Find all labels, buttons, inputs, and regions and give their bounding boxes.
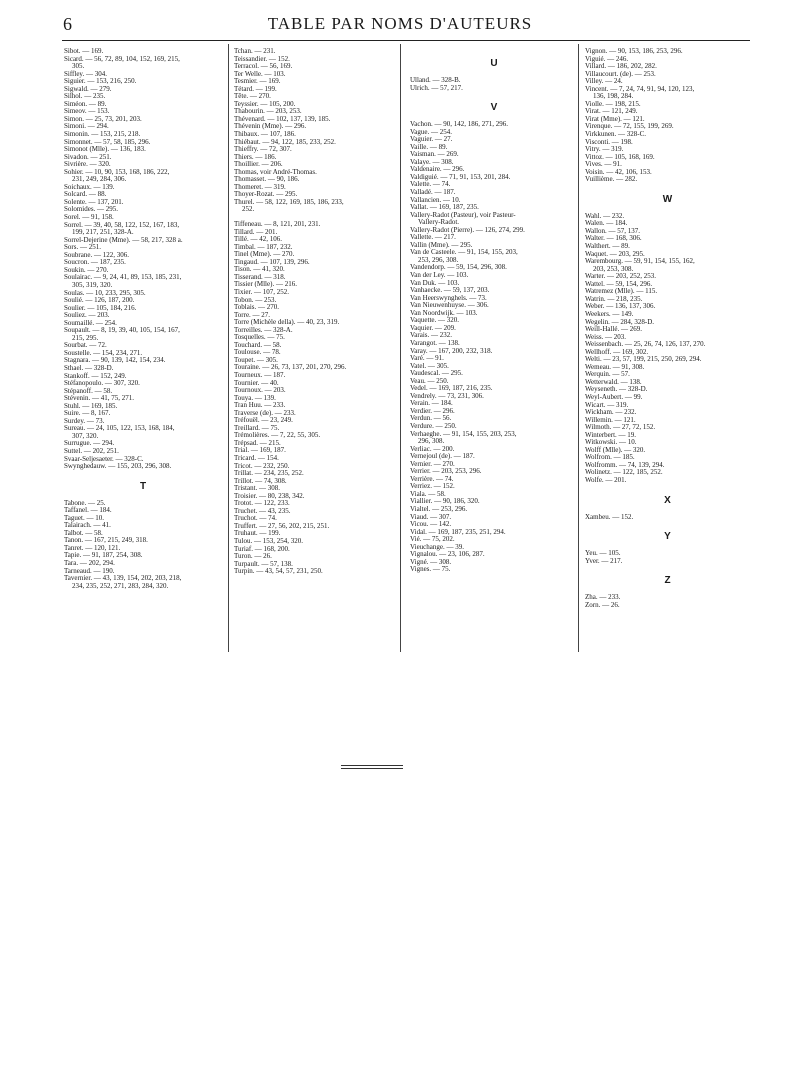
index-entry: Taguet. — 10. xyxy=(64,513,104,522)
index-entry: Sivadon. — 251. xyxy=(64,152,112,161)
index-entry: Ulrich. — 57, 217. xyxy=(410,83,463,92)
index-entry: Stuhl. — 169, 185. xyxy=(64,401,118,410)
index-entry: Tournier. — 40. xyxy=(234,378,279,387)
index-entry: Tétard. — 199. xyxy=(234,84,277,93)
index-entry: Weber. — 136, 137, 306. xyxy=(585,302,656,311)
index-entry-continuation: 307, 320. xyxy=(72,431,99,440)
index-entry: Tobon. — 253. xyxy=(234,295,277,304)
index-entry: Vallancien. — 10. xyxy=(410,195,461,204)
index-entry: Weyl-Aubert. — 99. xyxy=(585,392,643,401)
index-entry: Solomides. — 295. xyxy=(64,205,119,214)
index-entry: Wegelin. — 284, 328-D. xyxy=(585,317,655,326)
index-entry: Van de Casteele. — 91, 154, 155, 203, xyxy=(410,248,518,257)
index-entry: Soulié. — 126, 187, 200. xyxy=(64,296,135,305)
index-entry: Verdier. — 296. xyxy=(410,406,455,415)
index-entry-continuation: 199, 217, 251, 328-A. xyxy=(72,228,134,237)
index-entry: Zha. — 233. xyxy=(585,593,621,602)
index-entry: Verrier. — 203, 253, 296. xyxy=(410,467,482,476)
index-entry: Vernejoul (de). — 187. xyxy=(410,452,475,461)
index-entry: Wattel. — 59, 154, 296. xyxy=(585,279,653,288)
index-entry: Tchan. — 231. xyxy=(234,47,276,55)
index-entry: Turpin. — 43, 54, 57, 231, 250. xyxy=(234,567,323,576)
index-entry: Verdun. — 56. xyxy=(410,414,452,423)
index-entry: Simoni. — 294. xyxy=(64,122,109,131)
index-entry: Tête. — 270. xyxy=(234,92,271,101)
index-entry: Torre. — 27. xyxy=(234,310,271,319)
index-entry: Trémolières. — 7, 22, 55, 305. xyxy=(234,431,321,440)
index-entry: Vives. — 91. xyxy=(585,160,622,169)
index-entry: Xambeu. — 152. xyxy=(585,512,634,521)
index-entry: Truhaut. — 199. xyxy=(234,529,281,538)
index-entry: Vallette. — 217. xyxy=(410,233,456,242)
index-entry: Tulou. — 153, 254, 320. xyxy=(234,537,303,545)
index-entry: Soulairac. — 9, 24, 41, 89, 153, 185, 231, xyxy=(64,273,182,282)
index-entry: Verliac. — 200. xyxy=(410,444,455,453)
index-entry: Vitry. — 319. xyxy=(585,145,624,154)
section-letter: V xyxy=(490,102,498,114)
index-entry: Sthael. — 328-D. xyxy=(64,363,114,372)
index-entry: Vaudescal. — 295. xyxy=(410,369,463,378)
index-entry-continuation: 305, 319, 320. xyxy=(72,280,113,289)
index-entry: Timbal. — 187, 232. xyxy=(234,242,293,251)
index-entry: Sivrière. — 320. xyxy=(64,160,111,169)
index-entry: Villard. — 186, 202, 282. xyxy=(585,62,657,71)
index-entry: Van Heerswynghels. — 73. xyxy=(410,293,487,302)
index-column-3 xyxy=(410,48,578,574)
index-entry: Wickham. — 232. xyxy=(585,408,637,417)
index-entry: Sors. — 251. xyxy=(64,243,101,252)
index-entry: Toblais. — 270. xyxy=(234,303,280,312)
index-entry: Stévenin. — 41, 75, 271. xyxy=(64,394,134,403)
index-entry: Soulier. — 105, 184, 216. xyxy=(64,303,137,312)
index-entry: Vuillième. — 282. xyxy=(585,175,638,184)
index-entry: Van der Ley. — 103. xyxy=(410,271,469,280)
index-entry-continuation: 296, 308. xyxy=(418,437,445,446)
index-entry: Virat. — 121, 249. xyxy=(585,107,638,116)
index-entry: Teyssier. — 105, 200. xyxy=(234,99,296,108)
section-letter: Y xyxy=(664,531,671,543)
index-entry: Vaquette. — 320. xyxy=(410,316,459,325)
index-entry-continuation: 203, 253, 308. xyxy=(593,264,634,273)
index-entry: Van Noordwijk. — 103. xyxy=(410,308,478,317)
index-entry: Simeov. — 153. xyxy=(64,107,110,116)
section-letter: U xyxy=(490,58,498,69)
index-entry: Valladé. — 187. xyxy=(410,188,456,197)
index-entry: Tanon. — 167, 215, 249, 318. xyxy=(64,536,148,545)
index-entry: Thomasset. — 90, 186. xyxy=(234,175,300,184)
index-entry: Torre (Michèle della). — 40, 23, 319. xyxy=(234,318,340,327)
index-entry: Warembourg. — 59, 91, 154, 155, 162, xyxy=(585,257,695,266)
index-entry: Verdure. — 250. xyxy=(410,421,457,430)
index-entry: Treillard. — 75. xyxy=(234,423,280,432)
index-entry: Van Duk. — 103. xyxy=(410,278,460,287)
index-entry: Tissier (Mlle). — 216. xyxy=(234,280,297,289)
index-entry: Taffanel. — 184. xyxy=(64,506,112,515)
index-entry: Walter. — 168, 306. xyxy=(585,234,642,243)
index-entry: Wemeau. — 91, 308. xyxy=(585,362,645,371)
index-entry: Vaquier. — 209. xyxy=(410,323,456,332)
section-letter: T xyxy=(139,480,147,492)
index-entry: Vié. — 75, 202. xyxy=(410,535,455,544)
index-entry: Verriez. — 152. xyxy=(410,482,455,491)
index-entry: Turiaf. — 168, 200. xyxy=(234,544,290,553)
index-entry: Talairach. — 41. xyxy=(64,521,111,530)
index-entry: Viaud. — 307. xyxy=(410,512,452,521)
index-entry: Tinel (Mme). — 270. xyxy=(234,250,295,259)
index-entry: Solente. — 137, 201. xyxy=(64,197,124,206)
index-entry: Touchard. — 58. xyxy=(234,340,282,349)
index-entry: Vanhaecke. — 59, 137, 203. xyxy=(410,286,490,295)
index-entry: Vatel. — 305. xyxy=(410,361,449,370)
index-entry: Vaille. — 89. xyxy=(410,142,448,151)
index-entry: Vallery-Radot (Pasteur), voir Pasteur- xyxy=(410,210,516,219)
index-entry: Surdey. — 73. xyxy=(64,416,105,425)
column-divider xyxy=(228,44,229,652)
index-entry: Teissandier. — 152. xyxy=(234,54,290,63)
index-entry: Virat (Mme). — 121. xyxy=(585,114,645,123)
index-entry: Vandendorp. — 59, 154, 296, 308. xyxy=(410,263,507,272)
index-entry: Thibaux. — 107, 186. xyxy=(234,130,296,139)
index-entry: Tristant. — 308. xyxy=(234,484,281,493)
index-entry: Suttel. — 202, 251. xyxy=(64,446,119,455)
index-entry: Truchet. — 43, 235. xyxy=(234,506,291,515)
index-entry: Sorrel. — 39, 40, 58, 122, 152, 167, 183, xyxy=(64,220,180,229)
index-entry: Turon. — 26. xyxy=(234,552,272,561)
index-entry: Wolfrom. — 185. xyxy=(585,453,635,462)
footer-rule xyxy=(341,768,403,769)
index-entry: Tourneux. — 187. xyxy=(234,370,286,379)
index-entry: Thiébaut. — 94, 122, 185, 233, 252. xyxy=(234,137,336,146)
index-entry: Silhol. — 235. xyxy=(64,92,106,101)
index-entry: Tisserand. — 318. xyxy=(234,272,286,281)
index-entry: Wetterwald. — 138. xyxy=(585,377,642,386)
index-entry: Wolfromm. — 74, 139, 294. xyxy=(585,460,665,469)
index-entry: Watremez (Mlle). — 115. xyxy=(585,287,658,296)
index-entry: Traverse (de). — 233. xyxy=(234,408,296,417)
column-divider xyxy=(578,44,579,652)
index-entry: Touya. — 139. xyxy=(234,393,276,402)
index-entry: Suire. — 8, 167. xyxy=(64,409,111,418)
index-entry: Thévenin (Mme). — 296. xyxy=(234,122,307,131)
index-entry: Valdenaire. — 296. xyxy=(410,165,465,174)
index-entry: Tricard. — 154. xyxy=(234,453,279,462)
index-entry: Tiffeneau. — 8, 121, 201, 231. xyxy=(234,220,321,229)
index-entry: Stankoff. — 152, 249. xyxy=(64,371,127,380)
index-entry: Tanret. — 120, 121. xyxy=(64,543,121,552)
index-entry-continuation: 234, 235, 252, 271, 283, 284, 320. xyxy=(72,581,169,590)
index-entry: Yeu. — 105. xyxy=(585,549,621,558)
index-entry: Vendrely. — 73, 231, 306. xyxy=(410,391,484,400)
index-entry: Simon. — 25, 73, 201, 203. xyxy=(64,114,142,123)
index-entry: Valaye. — 308. xyxy=(410,157,454,166)
index-entry: Solcard. — 88. xyxy=(64,190,107,199)
index-entry: Truchot. — 74. xyxy=(234,514,277,523)
index-entry: Sourbat. — 72. xyxy=(64,341,107,350)
index-entry: Vallat. — 169, 187, 235. xyxy=(410,203,479,212)
index-entry: Wolfe. — 201. xyxy=(585,475,627,484)
index-entry-continuation: 252. xyxy=(242,205,255,214)
index-entry: Tison. — 41, 320. xyxy=(234,265,285,274)
index-entry: Trotot. — 122, 233. xyxy=(234,499,290,508)
index-entry: Vignes. — 75. xyxy=(410,565,451,574)
index-entry: Troisier. — 80, 238, 342. xyxy=(234,491,305,500)
index-entry-continuation: 305. xyxy=(72,62,85,71)
index-entry: Simonot (Mlle). — 136, 183. xyxy=(64,145,146,154)
index-entry: Sureau. — 24, 105, 122, 153, 168, 184, xyxy=(64,424,175,433)
index-entry: Voisin. — 42, 106, 153. xyxy=(585,167,652,176)
index-entry: Tarneaud. — 190. xyxy=(64,566,115,575)
index-entry: Tournoux. — 203. xyxy=(234,386,286,395)
index-entry: Soupault. — 8, 19, 39, 40, 105, 154, 167, xyxy=(64,326,180,335)
index-entry: Thiers. — 186. xyxy=(234,152,277,161)
index-entry: Vignalou. — 23, 106, 287. xyxy=(410,550,485,559)
index-entry: Wolff (Mlle). — 320. xyxy=(585,445,646,454)
index-entry: Vieuchange. — 39. xyxy=(410,542,465,551)
index-entry: Visconti. — 198. xyxy=(585,137,633,146)
index-entry: Tavernier. — 43, 139, 154, 202, 203, 218, xyxy=(64,574,182,583)
index-entry: Weiss. — 203. xyxy=(585,332,627,341)
index-entry: Wellhoff. — 169, 302. xyxy=(585,347,649,356)
index-entry-continuation: Vallery-Radot. xyxy=(418,218,460,227)
index-entry: Viguié. — 246. xyxy=(585,54,629,63)
index-entry: Vigné. — 308. xyxy=(410,557,452,566)
index-entry: Thomeret. — 319. xyxy=(234,182,286,191)
index-entry: Vallery-Radot (Pierre). — 126, 274, 299. xyxy=(410,225,525,234)
index-column-1 xyxy=(64,48,222,590)
index-entry: Thomas, voir André-Thomas. xyxy=(234,167,317,176)
index-entry: Vague. — 254. xyxy=(410,127,452,136)
index-entry: Soukin. — 270. xyxy=(64,265,109,274)
index-entry: Vaguier. — 27. xyxy=(410,135,453,144)
page-number: 6 xyxy=(63,14,72,34)
index-entry: Walthert. — 89. xyxy=(585,242,630,251)
index-entry: Van Nieuwenhuyse. — 306. xyxy=(410,301,489,310)
index-entry: Virkkunen. — 328-C. xyxy=(585,130,647,139)
index-entry: Siméon. — 89. xyxy=(64,99,107,108)
index-entry: Sorel. — 91, 158. xyxy=(64,213,114,222)
index-entry: Trillat. — 234, 235, 252. xyxy=(234,469,304,478)
index-entry: Tricot. — 232, 250. xyxy=(234,461,290,470)
index-entry: Simonin. — 153, 215, 218. xyxy=(64,130,141,139)
index-entry: Varais. — 232. xyxy=(410,331,452,340)
index-entry: Tingaud. — 107, 139, 296. xyxy=(234,257,310,266)
index-entry: Terracol. — 56, 169. xyxy=(234,62,293,71)
index-entry: Torreilles. — 328-A. xyxy=(234,325,293,334)
index-entry: Stépanoff. — 58. xyxy=(64,386,113,395)
index-entry: Talbot. — 58. xyxy=(64,528,103,537)
index-entry: Winterbert. — 19. xyxy=(585,430,637,439)
index-entry: Tixier. — 107, 252. xyxy=(234,287,289,296)
index-entry: Svaar-Seljesaeter. — 328-C. xyxy=(64,454,144,463)
index-entry: Soulas. — 10, 233, 295, 305. xyxy=(64,288,146,297)
index-entry: Villaucourt. (de). — 253. xyxy=(585,69,656,78)
index-entry: Wolinetz. — 122, 185, 252. xyxy=(585,468,663,477)
index-entry: Tesmier. — 169. xyxy=(234,77,281,86)
index-entry: Ter Welle. — 103. xyxy=(234,69,286,78)
index-entry: Varay. — 167, 200, 232, 318. xyxy=(410,346,493,355)
index-entry: Thévenard. — 102, 137, 139, 185. xyxy=(234,114,331,123)
column-divider xyxy=(400,44,401,652)
index-entry: Soucron. — 187, 235. xyxy=(64,258,126,267)
index-entry: Tara. — 202, 294. xyxy=(64,559,115,567)
index-entry: Tillé. — 42, 106. xyxy=(234,235,282,244)
index-entry: Warter. — 203, 252, 253. xyxy=(585,272,656,281)
index-entry: Weissenbach. — 25, 26, 74, 126, 137, 270. xyxy=(585,340,706,349)
index-entry: Trial. — 169, 187. xyxy=(234,446,286,455)
index-entry: Tapie. — 91, 187, 254, 308. xyxy=(64,551,143,560)
index-entry: Simonnet. — 57, 58, 185, 296. xyxy=(64,137,151,146)
index-entry-continuation: 136, 198, 284. xyxy=(593,92,634,101)
index-column-4 xyxy=(585,48,750,609)
index-entry: Verrière. — 74. xyxy=(410,474,454,483)
index-entry: Wallon. — 57, 137. xyxy=(585,226,641,235)
index-entry-continuation: 215, 295. xyxy=(72,333,99,342)
page-title: TABLE PAR NOMS D'AUTEURS xyxy=(267,14,533,33)
index-entry: Sorrel-Dejerine (Mme). — 58, 217, 328 a. xyxy=(64,235,183,244)
index-entry: Waquet. — 203, 295. xyxy=(585,249,645,258)
index-entry: Trépsad. — 215. xyxy=(234,438,281,447)
index-entry: Wicart. — 319. xyxy=(585,400,629,409)
index-entry: Walen. — 184. xyxy=(585,219,628,228)
index-entry: Virenque. — 72, 155, 199, 269. xyxy=(585,122,674,131)
index-entry: Soichaux. — 139. xyxy=(64,182,115,191)
index-entry: Thoillier. — 206. xyxy=(234,160,283,169)
index-entry: Weill-Hallé. — 269. xyxy=(585,325,642,334)
index-entry: Veau. — 250. xyxy=(410,376,449,385)
index-entry: Touraine. — 26, 73, 137, 201, 270, 296. xyxy=(234,363,347,372)
index-entry: Werquin. — 57. xyxy=(585,370,630,379)
index-entry: Tabone. — 25. xyxy=(64,498,106,507)
section-letter: W xyxy=(662,193,673,205)
index-entry: Violle. — 198, 215. xyxy=(585,99,641,108)
index-entry: Willemin. — 121. xyxy=(585,415,636,424)
index-entry: Thoyer-Rozat. — 295. xyxy=(234,190,298,199)
index-entry: Sibot. — 169. xyxy=(64,47,104,55)
index-entry: Toupet. — 305. xyxy=(234,355,278,364)
index-entry: Tillard. — 201. xyxy=(234,227,278,236)
index-entry: Viala. — 58. xyxy=(410,489,446,498)
index-entry: Valdiguié. — 71, 91, 153, 201, 284. xyxy=(410,172,511,181)
index-entry: Yver. — 217. xyxy=(585,556,623,565)
index-entry: Vernier. — 270. xyxy=(410,459,455,468)
index-entry: Stagnara. — 90, 139, 142, 154, 234. xyxy=(64,356,166,365)
index-entry: Vincent. — 7, 24, 74, 91, 94, 120, 123, xyxy=(585,84,695,93)
index-entry: Vittoz. — 105, 168, 169. xyxy=(585,152,655,161)
index-entry: Turpault. — 57, 138. xyxy=(234,559,293,568)
index-entry: Vicou. — 142. xyxy=(410,520,452,529)
index-entry: Tosquelles. — 75. xyxy=(234,333,285,342)
index-entry-continuation: 231, 249, 284, 306. xyxy=(72,175,127,184)
index-entry: Tran Huu. — 233. xyxy=(234,401,286,410)
index-entry: Varé. — 91. xyxy=(410,354,444,363)
index-entry: Vialtel. — 253, 296. xyxy=(410,504,468,513)
index-entry: Souliez. — 203. xyxy=(64,311,110,320)
index-entry: Sigwald. — 279. xyxy=(64,84,112,93)
index-entry: Zorn. — 26. xyxy=(585,600,620,609)
index-entry: Toulouse. — 78. xyxy=(234,348,281,357)
index-entry: Valette. — 74. xyxy=(410,180,451,189)
index-entry: Vidal. — 169, 187, 235, 251, 294. xyxy=(410,527,506,536)
header-rule xyxy=(62,40,750,41)
index-entry: Villey. — 24. xyxy=(585,77,623,86)
section-letter: Z xyxy=(664,575,671,587)
index-entry: Weyseneth. — 328-D. xyxy=(585,385,648,394)
index-entry: Viallier. — 90, 186, 320. xyxy=(410,497,480,506)
index-entry: Swynghedauw. — 155, 203, 296, 308. xyxy=(64,462,172,471)
index-entry: Siffley. — 304. xyxy=(64,69,107,78)
index-entry: Thurel. — 58, 122, 169, 185, 186, 233, xyxy=(234,197,344,206)
index-entry: Truffert. — 27, 56, 202, 215, 251. xyxy=(234,521,330,530)
index-entry-continuation: 253, 296, 308. xyxy=(418,255,459,264)
index-entry: Vaisman. — 269. xyxy=(410,150,459,159)
index-entry: Watrin. — 218, 235. xyxy=(585,294,643,303)
index-entry: Weekers. — 149. xyxy=(585,309,634,318)
index-entry: Trillot. — 74, 308. xyxy=(234,476,287,485)
index-entry: Vignon. — 90, 153, 186, 253, 296. xyxy=(585,47,683,55)
index-entry: Varangot. — 138. xyxy=(410,338,460,347)
index-entry: Vallin (Mme). — 295. xyxy=(410,240,473,249)
index-entry: Thieffry. — 72, 307. xyxy=(234,145,292,154)
index-entry: Wilmoth. — 27, 72, 152. xyxy=(585,423,656,432)
index-entry: Stéfanopoulo. — 307, 320. xyxy=(64,379,140,388)
index-entry: Wahl. — 232. xyxy=(585,211,625,220)
index-entry: Vedel. — 169, 187, 216, 235. xyxy=(410,384,493,393)
index-entry: Surrugue. — 294. xyxy=(64,439,115,448)
index-entry: Tréfouël. — 23, 249. xyxy=(234,416,293,425)
index-entry: Vachon. — 90, 142, 186, 271, 296. xyxy=(410,120,508,129)
index-entry: Verain. — 184. xyxy=(410,399,453,408)
index-entry: Sicard. — 56, 72, 89, 104, 152, 169, 215, xyxy=(64,54,180,63)
footer-rule xyxy=(341,765,403,766)
index-entry: Witkowski. — 10. xyxy=(585,438,637,447)
index-entry: Verhaeghe. — 91, 154, 155, 203, 253, xyxy=(410,429,517,438)
index-entry: Sohier. — 10, 90, 153, 168, 186, 222, xyxy=(64,167,170,176)
section-letter: X xyxy=(664,494,671,506)
index-entry: Siguier. — 153, 216, 250. xyxy=(64,77,137,86)
index-entry: Welti. — 23, 57, 199, 215, 250, 269, 294. xyxy=(585,355,702,364)
index-column-2 xyxy=(234,48,394,576)
index-entry: Soubrane. — 122, 306. xyxy=(64,250,129,259)
index-entry: Thabourin. — 203, 253. xyxy=(234,107,302,116)
index-entry: Soumaillé. — 254. xyxy=(64,318,117,327)
index-entry: Soustelle. — 154, 234, 271. xyxy=(64,348,143,357)
index-entry: Ulland. — 328-B. xyxy=(410,76,461,84)
